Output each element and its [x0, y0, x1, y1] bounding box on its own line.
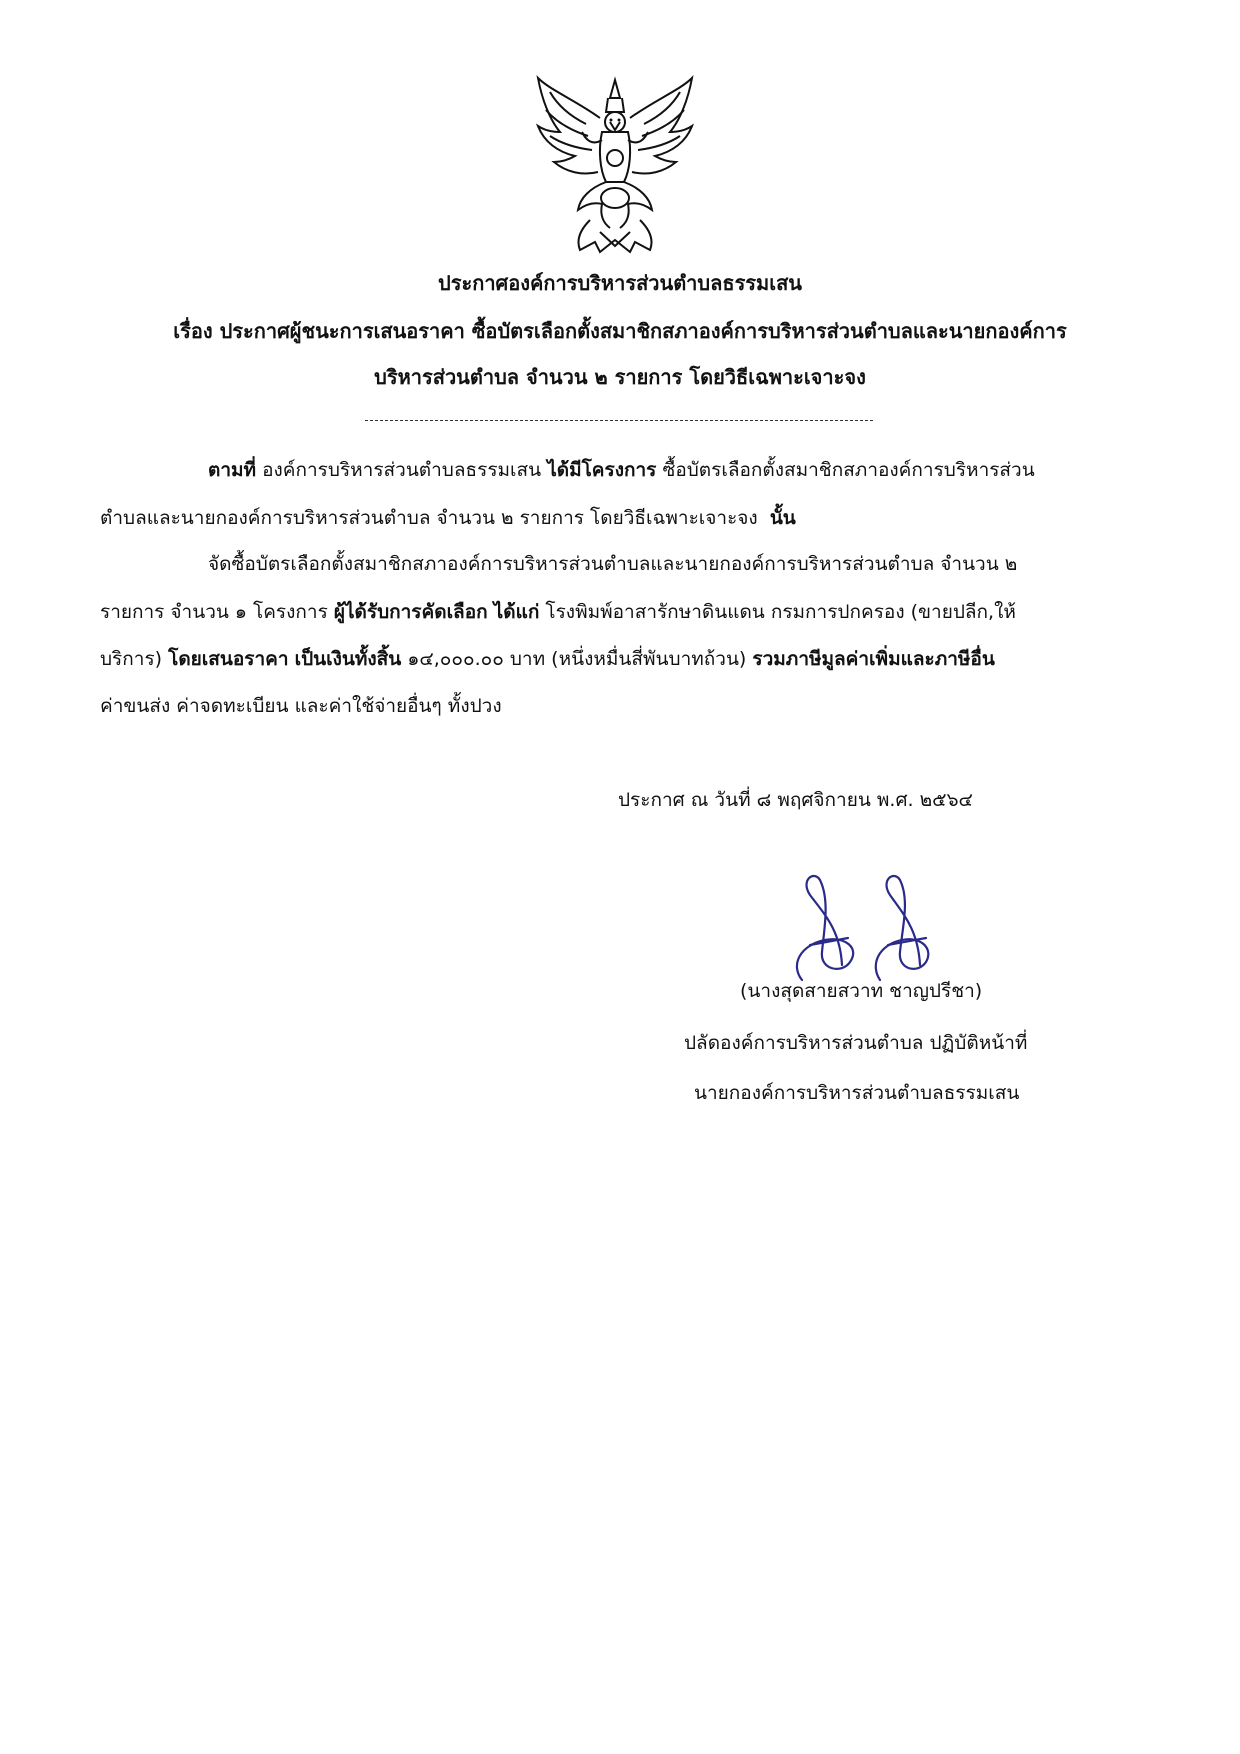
announcement-title: ประกาศองค์การบริหารส่วนตำบลธรรมเสน: [438, 271, 802, 295]
paragraph-2-line-4: ค่าขนส่ง ค่าจดทะเบียน และค่าใช้จ่ายอื่นๆ ทั้งปวง: [100, 695, 502, 717]
p1-bold-b: ได้มีโครงการ: [547, 459, 657, 481]
subject-label: เรื่อง: [173, 319, 213, 343]
paragraph-2-line-1: จัดซื้อบัตรเลือกตั้งสมาชิกสภาองค์การบริหารส่วนตำบลและนายกองค์การบริหารส่วนตำบล จำนวน ๒: [208, 553, 1018, 575]
p1-bold-a: ตามที่: [208, 459, 257, 481]
paragraph-2-line-3: [100, 644, 995, 674]
p2-line3-amount: ๑๔,๐๐๐.๐๐ บาท (หนึ่งหมื่นสี่พันบาทถ้วน): [407, 648, 747, 670]
p2-line3-bold-a: โดยเสนอราคา: [168, 648, 289, 670]
p2-line2-bold-b: ได้แก่: [493, 601, 540, 623]
paragraph-1-line-1: [208, 455, 1035, 485]
p2-line2-a: รายการ จำนวน ๑ โครงการ: [100, 601, 328, 623]
divider: [365, 420, 873, 421]
p2-line3-a: บริการ): [100, 648, 163, 670]
signature-icon: [770, 870, 970, 990]
garuda-emblem-icon: [520, 70, 710, 260]
subject-rest: ซื้อบัตรเลือกตั้งสมาชิกสภาองค์การบริหารส่วนตำบลและนายกองค์การ: [471, 319, 1067, 343]
announcement-date: ประกาศ ณ วันที่ ๘ พฤศจิกายน พ.ศ. ๒๕๖๔: [618, 789, 973, 811]
signatory-position-line-1: ปลัดองค์การบริหารส่วนตำบล ปฏิบัติหน้าที่: [684, 1032, 1028, 1054]
p2-line3-bold-b: เป็นเงินทั้งสิ้น: [294, 648, 402, 670]
p1-a: องค์การบริหารส่วนตำบลธรรมเสน: [262, 459, 542, 481]
signatory-position-line-2: นายกองค์การบริหารส่วนตำบลธรรมเสน: [694, 1082, 1020, 1104]
paragraph-1-line-2: [100, 503, 796, 533]
p1-line2: ตำบลและนายกองค์การบริหารส่วนตำบล จำนวน ๒ รายการ โดยวิธีเฉพาะเจาะจง: [100, 507, 758, 529]
announcement-subject-line2: บริหารส่วนตำบล จำนวน ๒ รายการ โดยวิธีเฉพาะเจาะจง: [374, 365, 866, 389]
paragraph-2-line-2: [100, 597, 1016, 627]
p1-b: ซื้อบัตรเลือกตั้งสมาชิกสภาองค์การบริหารส่วน: [662, 459, 1035, 481]
signatory-name: (นางสุดสายสวาท ชาญปรีชา): [740, 980, 983, 1002]
announcement-subject: [0, 316, 1240, 346]
subject-bold: ประกาศผู้ชนะการเสนอราคา: [219, 319, 465, 343]
p2-line2-b: โรงพิมพ์อาสารักษาดินแดน กรมการปกครอง (ขายปลีก,ให้: [545, 601, 1016, 623]
p2-line2-bold-a: ผู้ได้รับการคัดเลือก: [333, 601, 488, 623]
p1-line2-bold: นั้น: [769, 507, 796, 529]
p2-line3-bold-c: รวมภาษีมูลค่าเพิ่มและภาษีอื่น: [752, 648, 995, 670]
